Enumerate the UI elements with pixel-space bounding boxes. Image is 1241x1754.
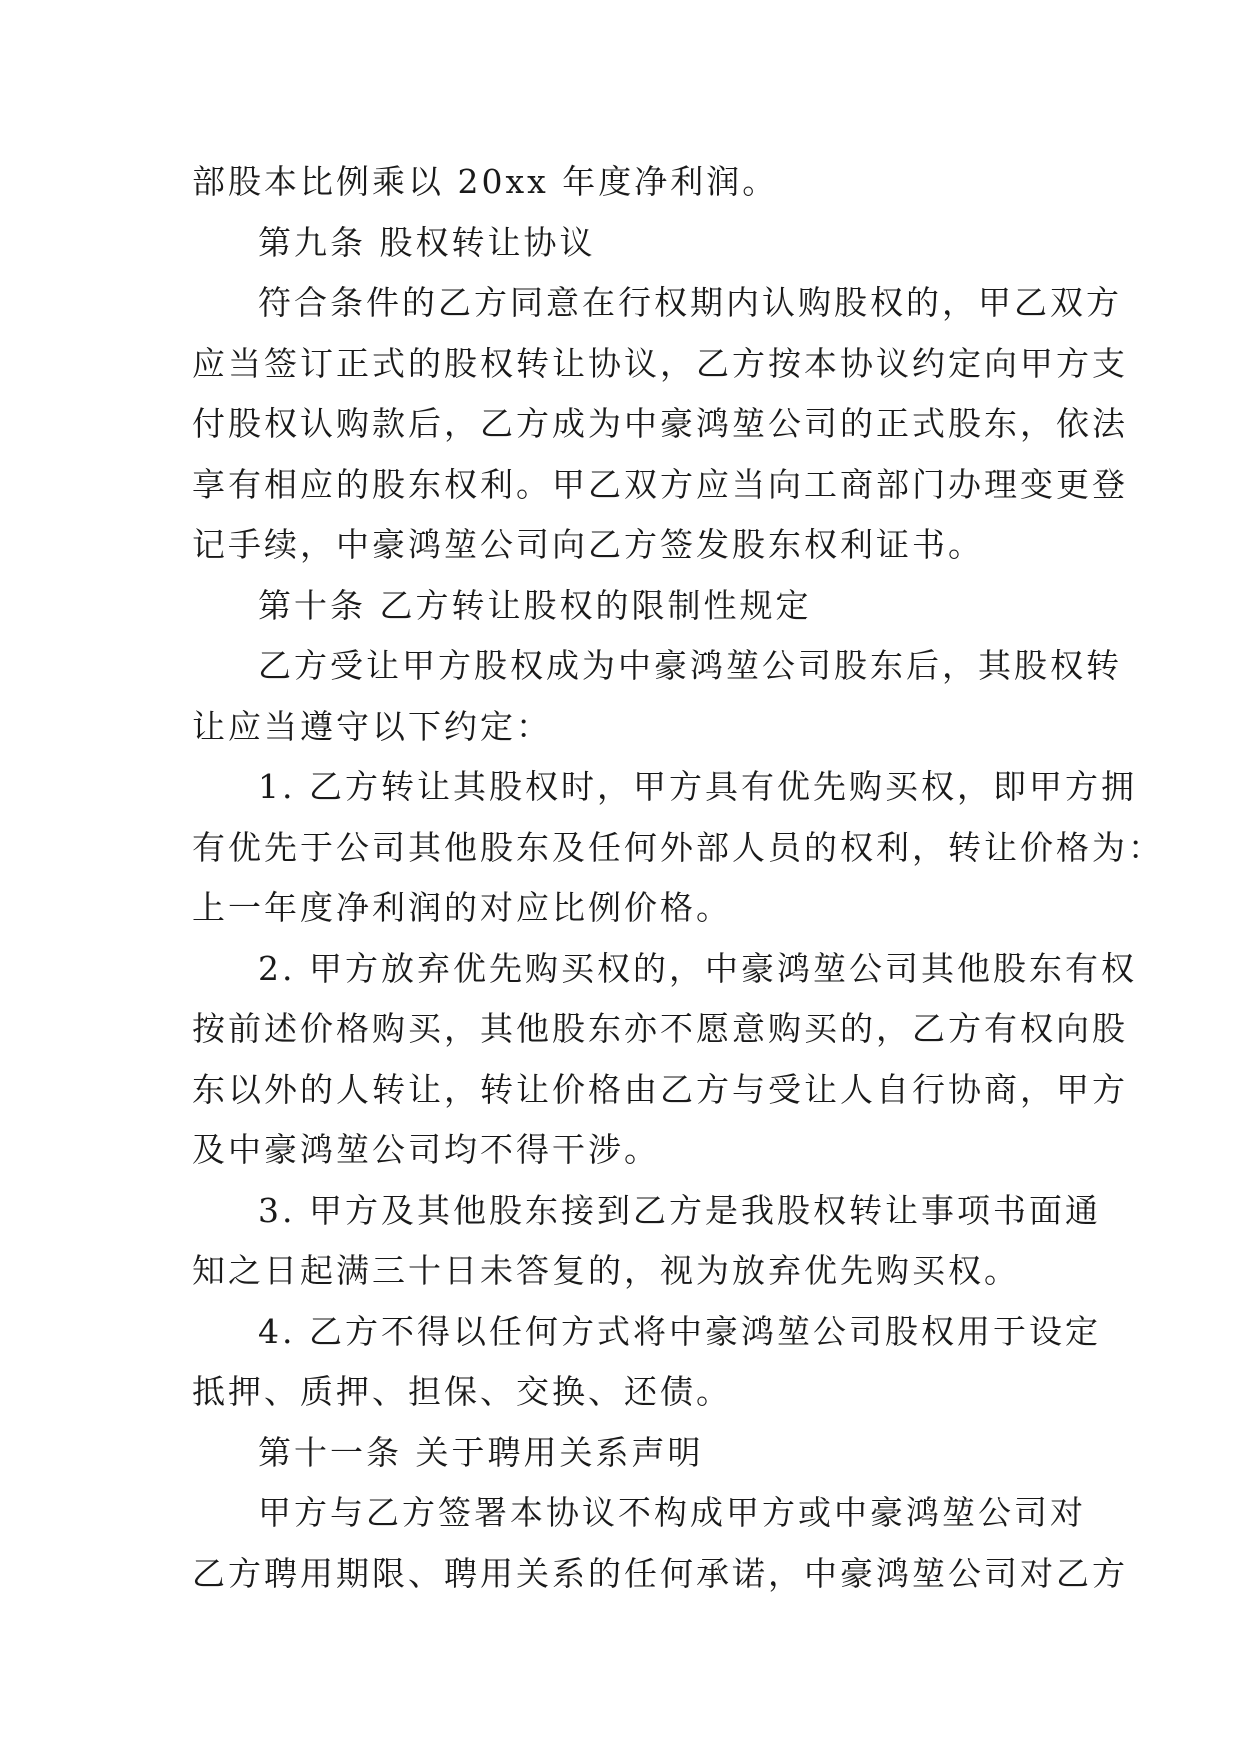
text-line: 乙方聘用期限、聘用关系的任何承诺，中豪鸿堃公司对乙方 [192, 1553, 1128, 1593]
text-line: 按前述价格购买，其他股东亦不愿意购买的，乙方有权向股 [192, 1009, 1128, 1048]
text-line: 让应当遵守以下约定： [192, 706, 552, 746]
text-line: 知之日起满三十日未答复的，视为放弃优先购买权。 [192, 1251, 1020, 1290]
text-line: 抵押、质押、担保、交换、还债。 [192, 1372, 732, 1411]
article-9-heading: 第九条 股权转让协议 [258, 222, 596, 262]
article-10-heading: 第十条 乙方转让股权的限制性规定 [258, 585, 812, 625]
text-line: 符合条件的乙方同意在行权期内认购股权的，甲乙双方 [258, 283, 1122, 322]
text-line: 部股本比例乘以 20xx 年度净利润。 [192, 162, 779, 201]
text-line: 有优先于公司其他股东及任何外部人员的权利，转让价格为： [192, 827, 1164, 867]
text-line: 及中豪鸿堃公司均不得干涉。 [192, 1130, 660, 1169]
article-11-heading: 第十一条 关于聘用关系声明 [258, 1432, 704, 1472]
document-body [192, 152, 1164, 1604]
clause-2-line: 2. 甲方放弃优先购买权的，中豪鸿堃公司其他股东有权 [258, 948, 1137, 988]
clause-4-line: 4. 乙方不得以任何方式将中豪鸿堃公司股权用于设定 [258, 1311, 1101, 1351]
text-line: 甲方与乙方签署本协议不构成甲方或中豪鸿堃公司对 [258, 1493, 1086, 1532]
text-line: 上一年度净利润的对应比例价格。 [192, 888, 732, 927]
text-line: 东以外的人转让，转让价格由乙方与受让人自行协商，甲方 [192, 1069, 1128, 1109]
text-line: 乙方受让甲方股权成为中豪鸿堃公司股东后，其股权转 [258, 646, 1122, 685]
text-line: 记手续，中豪鸿堃公司向乙方签发股东权利证书。 [192, 525, 984, 564]
text-line: 应当签订正式的股权转让协议，乙方按本协议约定向甲方支 [192, 343, 1128, 383]
clause-3-line: 3. 甲方及其他股东接到乙方是我股权转让事项书面通 [258, 1190, 1101, 1230]
clause-1-line: 1. 乙方转让其股权时，甲方具有优先购买权，即甲方拥 [258, 767, 1137, 806]
text-line: 享有相应的股东权利。甲乙双方应当向工商部门办理变更登 [192, 464, 1128, 504]
text-line: 付股权认购款后，乙方成为中豪鸿堃公司的正式股东，依法 [192, 404, 1128, 443]
